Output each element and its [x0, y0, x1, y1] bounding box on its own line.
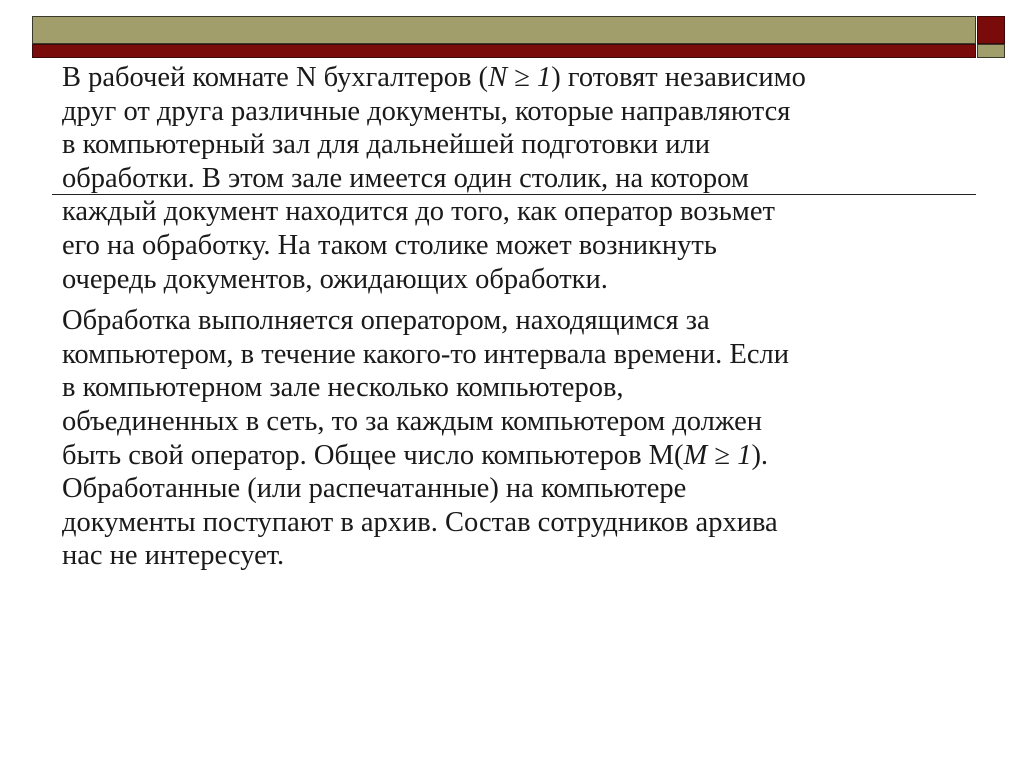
corner-square-maroon — [977, 16, 1005, 44]
text-line: нас не интересует. — [62, 540, 285, 572]
math-inequality — [488, 62, 551, 93]
text-line: объединенных в сеть, то за каждым компьютером должен — [62, 405, 763, 437]
math-number: 1 — [536, 62, 552, 93]
corner-square-olive — [977, 44, 1005, 58]
text-segment: ). — [751, 439, 769, 471]
text-segment: В рабочей комнате N бухгалтеров ( — [62, 62, 489, 93]
math-variable: N — [488, 62, 508, 93]
paragraph-processing — [62, 304, 992, 573]
math-operator: ≥ — [507, 62, 537, 93]
text-line — [62, 61, 992, 95]
text-line: компьютером, в течение какого-то интервала времени. Если — [62, 338, 789, 370]
text-line: в компьютерный зал для дальнейшей подготовки или — [62, 129, 710, 161]
text-segment: ) готовят независимо — [551, 62, 806, 93]
text-line — [62, 439, 992, 473]
paragraph-accountants — [62, 61, 992, 296]
text-line: Обработка выполняется оператором, находящимся за — [62, 305, 710, 337]
math-number: 1 — [737, 439, 752, 471]
text-line: друг от друга различные документы, которые направляются — [62, 95, 791, 127]
header-bar-olive — [32, 16, 976, 44]
text-line: его на обработку. На таком столике может возникнуть — [62, 229, 717, 261]
text-line: очередь документов, ожидающих обработки. — [62, 263, 608, 295]
text-segment: быть свой оператор. Общее число компьютеров М( — [62, 439, 684, 471]
math-operator: ≥ — [707, 439, 738, 471]
math-variable: M — [683, 439, 708, 471]
text-line: в компьютерном зале несколько компьютеров, — [62, 372, 624, 404]
text-line: обработки. В этом зале имеется один столик, на котором — [62, 162, 749, 194]
header-bar-maroon — [32, 44, 976, 58]
text-line: каждый документ находится до того, как оператор возьмет — [62, 196, 775, 228]
math-inequality — [684, 440, 752, 471]
text-line: Обработанные (или распечатанные) на компьютере — [62, 473, 687, 505]
slide-body — [62, 61, 992, 573]
text-line: документы поступают в архив. Состав сотрудников архива — [62, 506, 778, 538]
